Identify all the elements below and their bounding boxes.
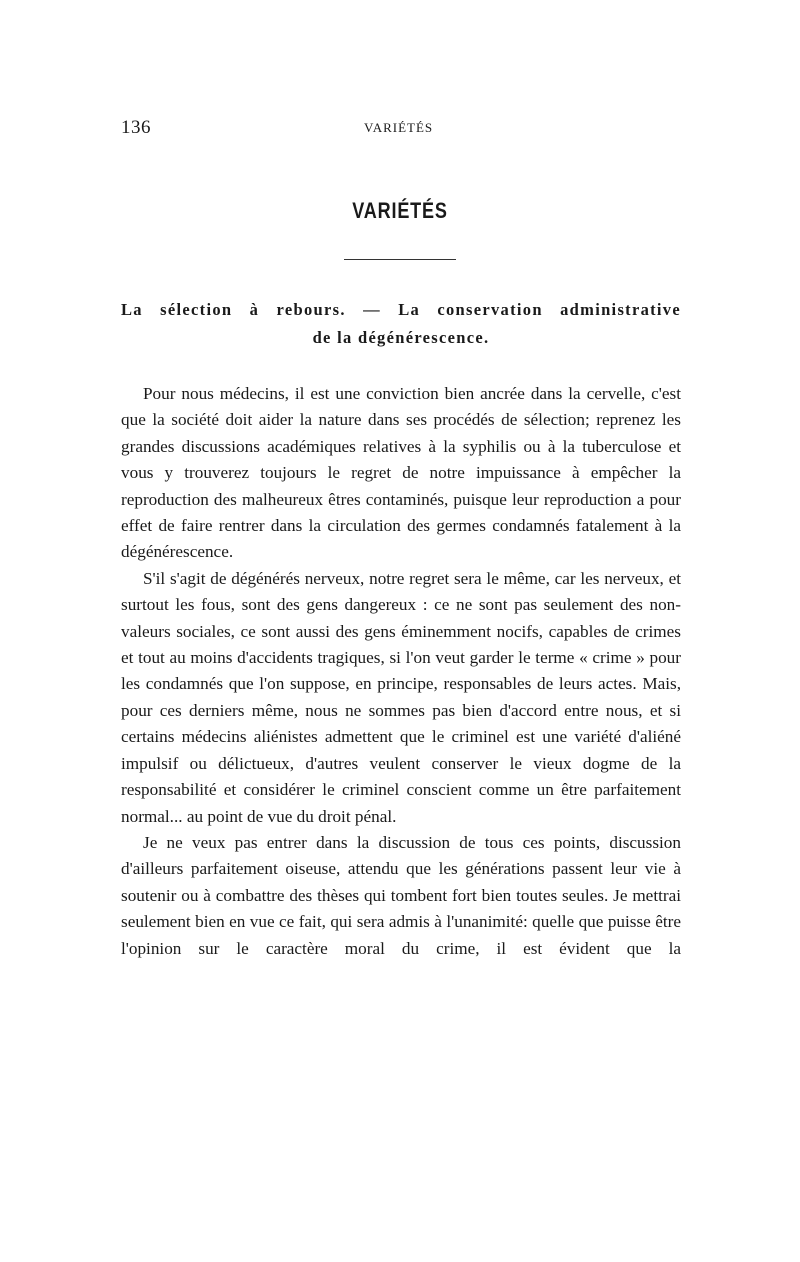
paragraph-2: S'il s'agit de dégénérés nerveux, notre regret sera le même, car les nerveux, et surtout les fous, sont des gens dangereux : ce ne sont pas seulement des non-valeurs sociales, ce sont aussi des gens éminemment nocifs, capables de crimes et tout au moins d'accidents tragiques, si l'on veut garder le terme « crime » pour les condamnés que l'on suppose, en principe, responsables de leurs actes. Mais, pour ces derniers même, nous ne sommes pas bien d'accord entre nous, et si certains médecins aliénistes admettent que le criminel est une variété d'aliéné impulsif ou délictueux, d'autres veulent conserver le vieux dogme de la responsabilité et considérer le criminel conscient comme un être parfaitement normal... au point de vue du droit pénal. (121, 568, 681, 826)
running-title: VARIÉTÉS (364, 120, 434, 135)
section-divider (344, 259, 456, 260)
running-head (121, 117, 681, 137)
section-heading: VARIÉTÉS (352, 198, 448, 223)
article-title-line-2: de la dégénérescence. (312, 328, 490, 347)
paragraph-1: Pour nous médecins, il est une conviction bien ancrée dans la cervelle, c'est que la société doit aider la nature dans ses procédés de sélection; reprenez les grandes discussions académiques relatives à la syphilis ou à la tuberculose et vous y trouverez toujours le regret de notre impuissance à empêcher la reproduction des malheureux êtres contaminés, puisque leur reproduction a pour effet de faire rentrer dans la circulation des germes condamnés fatalement à la dégénérescence. (121, 384, 681, 562)
article-title (121, 296, 681, 352)
paragraph-3: Je ne veux pas entrer dans la discussion de tous ces points, discussion d'ailleurs parfaitement oiseuse, attendu que les générations passent leur vie à soutenir ou à combattre des thèses qui tombent fort bien toutes seules. Je mettrai seulement bien en vue ce fait, qui sera admis à l'unanimité: quelle que puisse être l'opinion sur le caractère moral du crime, il est évident que la (121, 832, 681, 958)
article-title-line-1: La sélection à rebours. — La conservation administrative (121, 300, 681, 319)
article-body (121, 381, 681, 962)
page-number: 136 (121, 117, 151, 138)
